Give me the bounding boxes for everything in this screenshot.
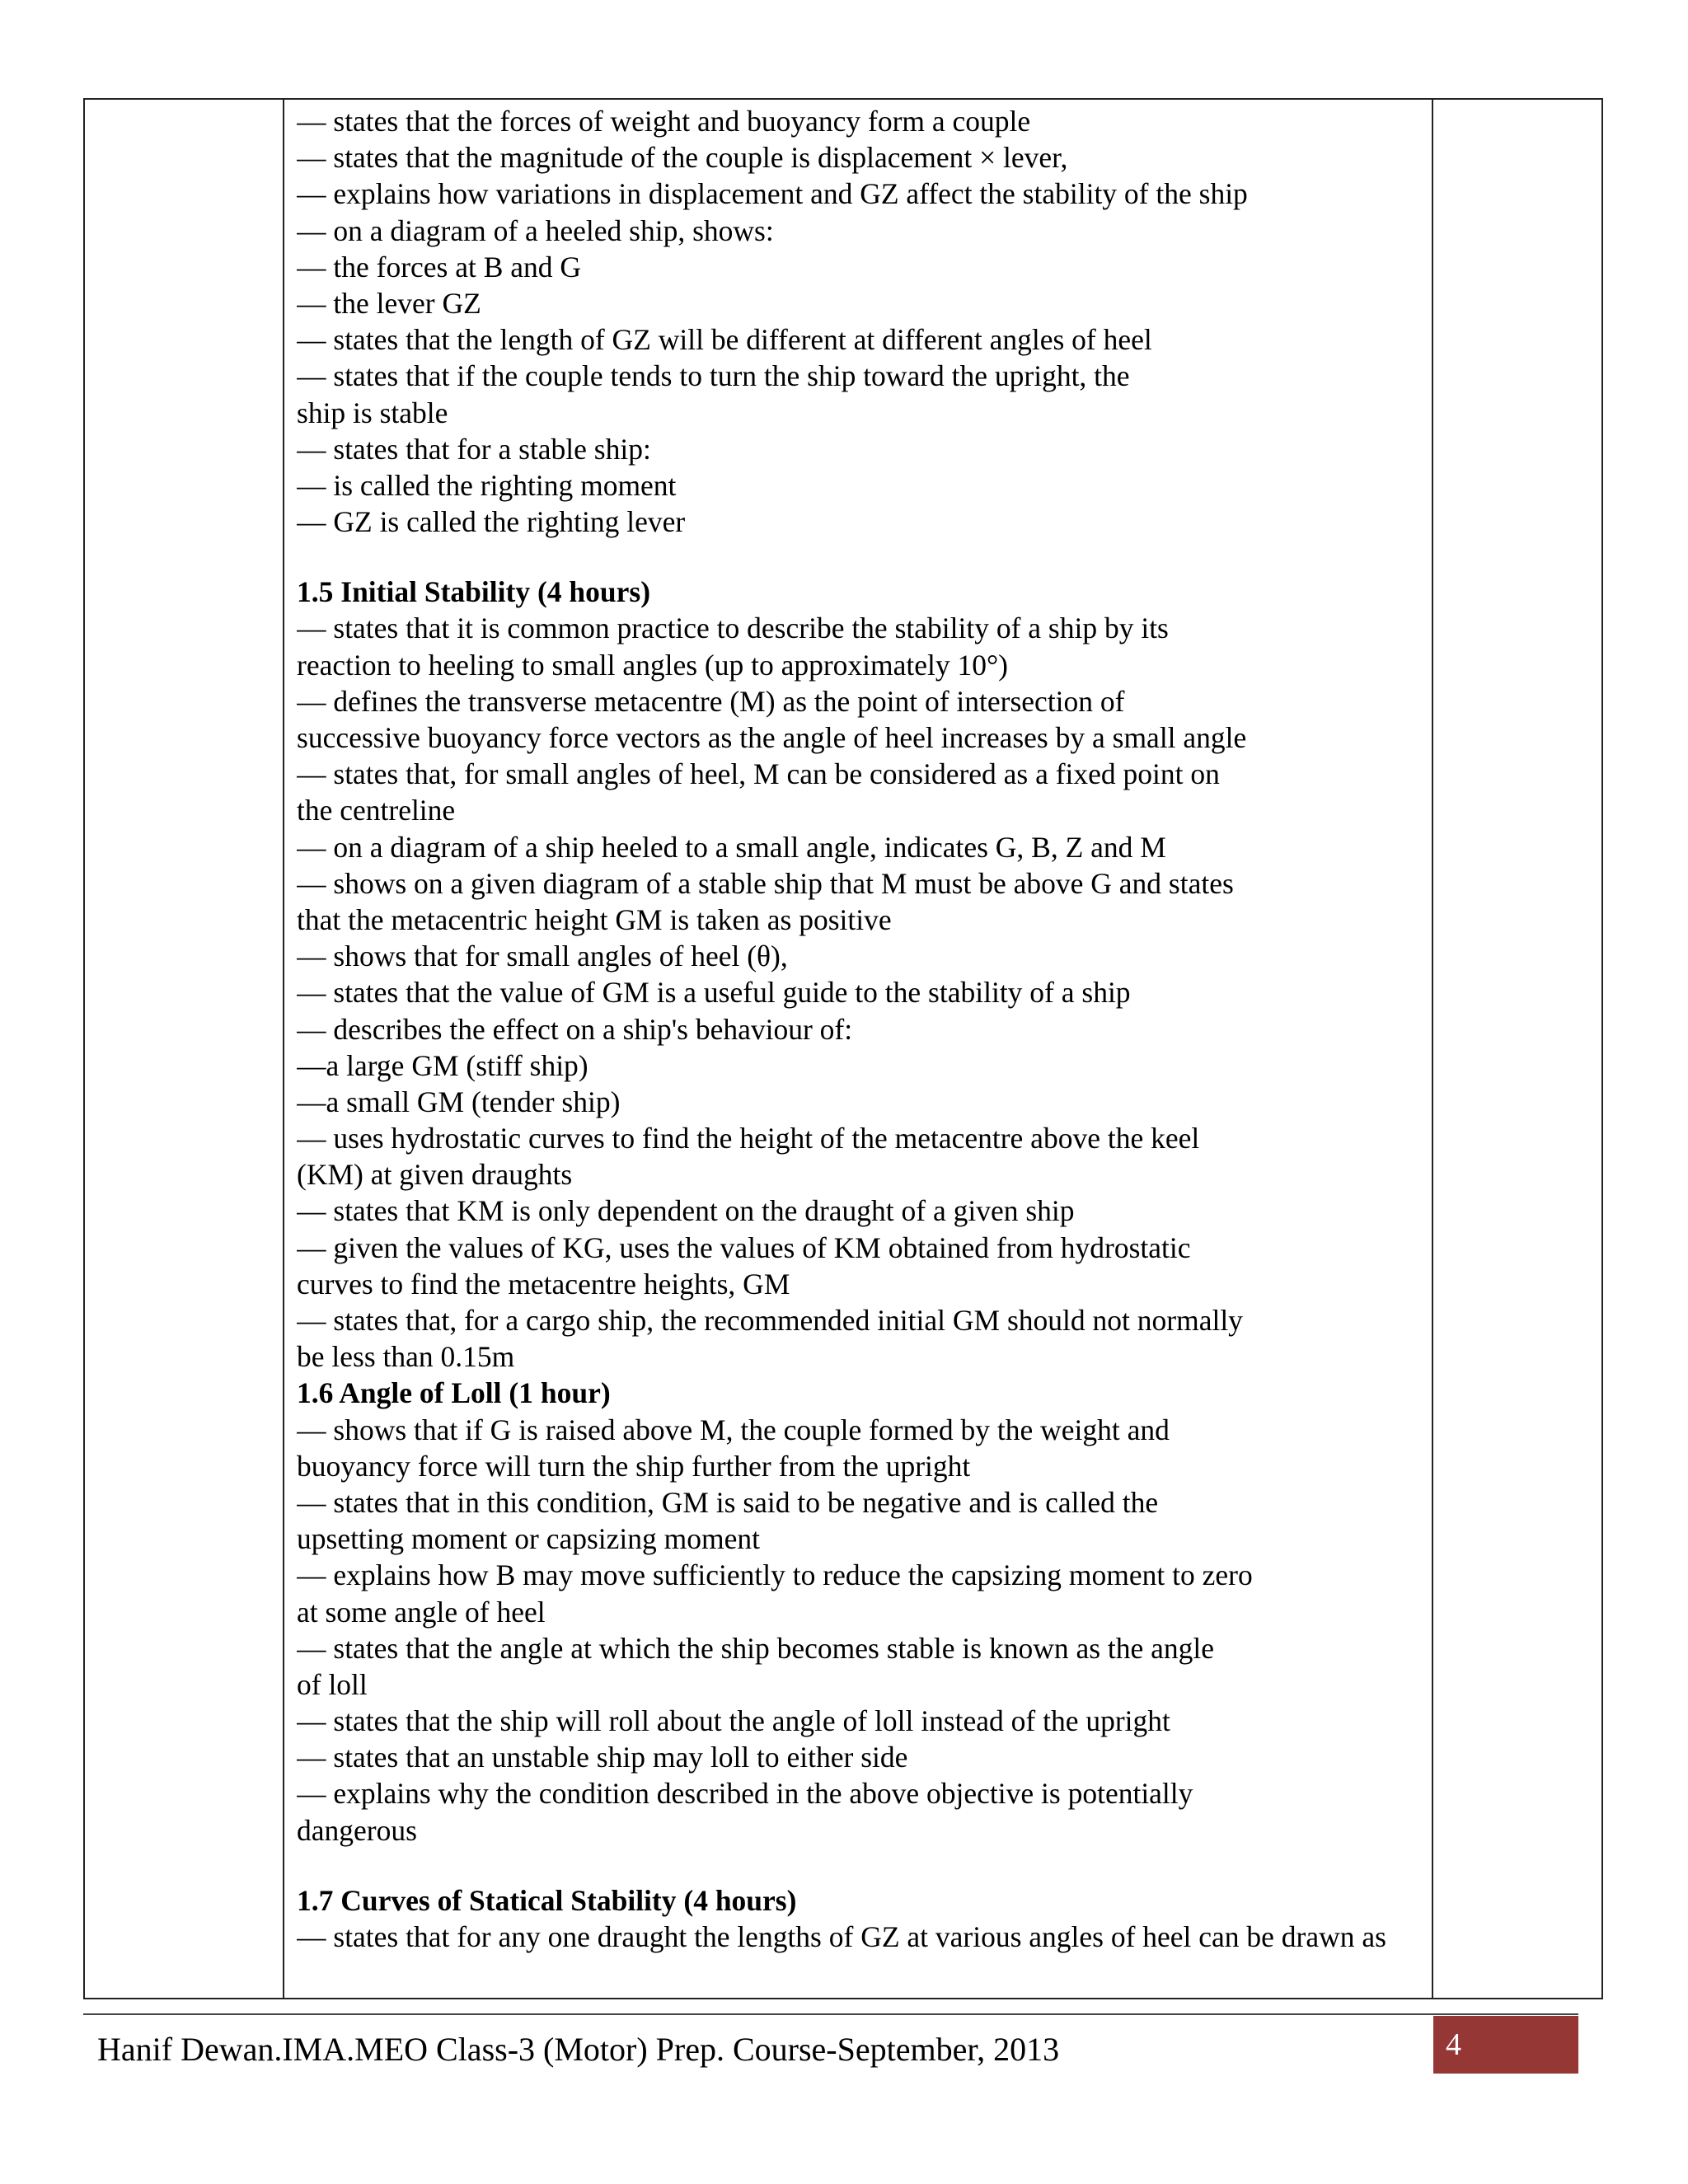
- section-heading: 1.5 Initial Stability (4 hours): [297, 575, 651, 609]
- objective-line: — states that, for small angles of heel, M can be considered as a fixed point on: [297, 757, 1220, 791]
- objective-line: reaction to heeling to small angles (up to approximately 10°): [297, 648, 1009, 682]
- syllabus-table: [83, 98, 1603, 1999]
- objective-line: —a small GM (tender ship): [297, 1085, 621, 1118]
- objective-line: at some angle of heel: [297, 1595, 546, 1629]
- objective-line: — is called the righting moment: [297, 468, 677, 502]
- objective-line: — on a diagram of a ship heeled to a small angle, indicates G, B, Z and M: [297, 830, 1166, 864]
- objective-line: — the forces at B and G: [297, 250, 582, 284]
- objective-line: buoyancy force will turn the ship further from the upright: [297, 1449, 971, 1483]
- objective-line: successive buoyancy force vectors as the angle of heel increases by a small angle: [297, 721, 1247, 754]
- objective-line: — describes the effect on a ship's behaviour of:: [297, 1012, 853, 1046]
- objective-line: — states that the magnitude of the couple is displacement × lever,: [297, 141, 1068, 175]
- objective-line: — explains how B may move sufficiently to reduce the capsizing moment to zero: [297, 1558, 1253, 1592]
- objective-line: — given the values of KG, uses the values of KM obtained from hydrostatic: [297, 1230, 1191, 1264]
- column-divider-left: [283, 100, 284, 1998]
- objective-line: the centreline: [297, 794, 456, 827]
- objectives-cell: [297, 100, 1431, 1998]
- objective-line: (KM) at given draughts: [297, 1158, 573, 1192]
- objective-line: — states that KM is only dependent on the draught of a given ship: [297, 1194, 1075, 1228]
- objective-line: —a large GM (stiff ship): [297, 1048, 588, 1082]
- objective-line: — on a diagram of a heeled ship, shows:: [297, 213, 774, 247]
- objective-line: dangerous: [297, 1813, 417, 1847]
- section-heading: 1.7 Curves of Statical Stability (4 hours): [297, 1883, 797, 1917]
- objective-line: upsetting moment or capsizing moment: [297, 1522, 760, 1556]
- objective-line: — uses hydrostatic curves to find the height of the metacentre above the keel: [297, 1122, 1200, 1155]
- objective-line: — states that the length of GZ will be different at different angles of heel: [297, 323, 1152, 357]
- spacer: [297, 540, 1431, 574]
- objective-line: — states that the forces of weight and buoyancy form a couple: [297, 105, 1031, 138]
- objective-line: — defines the transverse metacentre (M) as the point of intersection of: [297, 684, 1125, 718]
- footer-text: Hanif Dewan.IMA.MEO Class-3 (Motor) Prep. Course-September, 2013: [97, 2031, 1060, 2068]
- objective-line: — states that the ship will roll about the angle of loll instead of the upright: [297, 1704, 1170, 1738]
- objective-line: — GZ is called the righting lever: [297, 505, 686, 539]
- objective-line: — states that if the couple tends to turn the ship toward the upright, the: [297, 359, 1130, 393]
- objective-line: be less than 0.15m: [297, 1340, 515, 1374]
- objective-line: — shows that if G is raised above M, the couple formed by the weight and: [297, 1413, 1170, 1446]
- objective-line: — explains how variations in displacement and GZ affect the stability of the ship: [297, 177, 1248, 211]
- objective-line: — states that for a stable ship:: [297, 432, 651, 466]
- section-heading: 1.6 Angle of Loll (1 hour): [297, 1376, 611, 1410]
- objective-line: — states that an unstable ship may loll to either side: [297, 1741, 908, 1774]
- objective-line: curves to find the metacentre heights, GM: [297, 1267, 790, 1301]
- objective-line: — explains why the condition described in the above objective is potentially: [297, 1777, 1193, 1811]
- objective-line: of loll: [297, 1667, 368, 1701]
- objective-line: — states that in this condition, GM is said to be negative and is called the: [297, 1485, 1159, 1519]
- objective-line: — shows on a given diagram of a stable ship that M must be above G and states: [297, 866, 1234, 900]
- objective-line: that the metacentric height GM is taken as positive: [297, 902, 892, 936]
- objective-line: ship is stable: [297, 396, 448, 429]
- objective-line: — states that the value of GM is a useful guide to the stability of a ship: [297, 976, 1131, 1010]
- objective-line: — the lever GZ: [297, 286, 481, 320]
- column-divider-right: [1432, 100, 1433, 1998]
- objective-line: — states that for any one draught the lengths of GZ at various angles of heel can be drawn as: [297, 1920, 1386, 1953]
- objective-line: — states that, for a cargo ship, the recommended initial GM should not normally: [297, 1304, 1243, 1337]
- objective-line: — states that the angle at which the ship becomes stable is known as the angle: [297, 1631, 1215, 1665]
- spacer: [297, 1849, 1431, 1882]
- objective-line: — states that it is common practice to describe the stability of a ship by its: [297, 612, 1169, 645]
- objective-line: — shows that for small angles of heel (θ),: [297, 940, 788, 973]
- page-number: 4: [1433, 2016, 1578, 2074]
- footer-rule: [83, 2013, 1578, 2015]
